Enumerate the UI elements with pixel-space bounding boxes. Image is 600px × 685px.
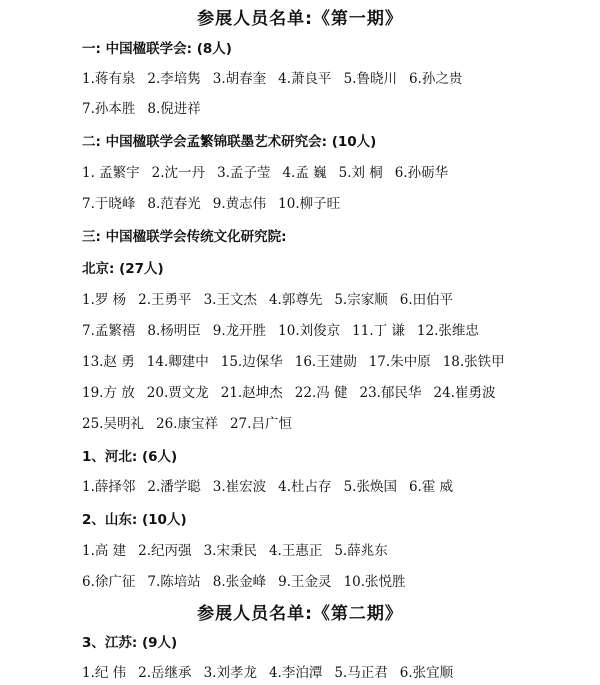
name-row — [82, 164, 592, 182]
person-name: 20.贾文龙 — [146, 385, 209, 401]
name-row — [82, 195, 592, 213]
person-name: 4.萧良平 — [278, 71, 332, 87]
person-name: 2.纪丙强 — [138, 543, 192, 559]
name-row — [82, 478, 592, 496]
person-name: 5.刘 桐 — [338, 165, 383, 181]
person-name: 4.王惠正 — [268, 543, 323, 559]
section-heading-culture-institute: 三: 中国楹联学会传统文化研究院: — [82, 229, 287, 245]
person-name: 3.刘孝龙 — [203, 665, 257, 681]
name-row — [82, 291, 592, 309]
person-name: 4.李泊潭 — [268, 665, 323, 681]
person-name: 3.宋秉民 — [203, 543, 257, 559]
section-heading-association: 一: 中国楹联学会: (8人) — [82, 41, 232, 57]
person-name: 23.郁民华 — [359, 385, 422, 401]
name-row — [82, 542, 592, 560]
person-name: 15.边保华 — [220, 354, 283, 370]
person-name: 4.杜占存 — [278, 479, 332, 495]
person-name: 1. 孟繁宇 — [82, 165, 140, 181]
region-heading-hebei: 1、河北: (6人) — [82, 449, 178, 465]
person-name: 2.李培隽 — [147, 71, 201, 87]
name-row — [82, 70, 592, 88]
name-row — [82, 664, 592, 682]
person-name: 3.胡春奎 — [212, 71, 267, 87]
name-row — [82, 100, 592, 118]
person-name: 12.张维忠 — [416, 323, 479, 339]
person-name: 2.潘学聪 — [147, 479, 201, 495]
person-name: 18.张铁甲 — [442, 354, 505, 370]
person-name: 13.赵 勇 — [82, 354, 135, 370]
person-name: 9.黄志伟 — [212, 196, 267, 212]
person-name: 8.倪进祥 — [147, 101, 201, 117]
region-heading-beijing: 北京: (27人) — [82, 261, 164, 277]
name-row — [82, 384, 592, 402]
person-name: 8.杨明臣 — [147, 323, 201, 339]
person-name: 26.康宝祥 — [155, 416, 218, 432]
person-name: 1.高 建 — [82, 543, 127, 559]
person-name: 6.孙砺华 — [394, 165, 449, 181]
person-name: 7.陈培站 — [147, 574, 201, 590]
name-row — [82, 353, 592, 371]
person-name: 9.龙开胜 — [212, 323, 267, 339]
person-name: 9.王金灵 — [278, 574, 332, 590]
person-name: 24.崔勇波 — [433, 385, 496, 401]
person-name: 17.朱中原 — [368, 354, 431, 370]
person-name: 5.马正君 — [334, 665, 388, 681]
person-name: 7.孟繁禧 — [82, 323, 136, 339]
person-name: 3.崔宏波 — [212, 479, 267, 495]
person-name: 5.薛兆东 — [334, 543, 388, 559]
person-name: 3.孟子莹 — [217, 165, 271, 181]
person-name: 6.张宜顺 — [399, 665, 454, 681]
person-name: 27.吕广恒 — [229, 416, 292, 432]
person-name: 6.孙之贵 — [408, 71, 463, 87]
page-title-phase-2: 参展人员名单:《第二期》 — [197, 604, 403, 624]
person-name: 11.丁 谦 — [352, 323, 405, 339]
person-name: 2.沈一丹 — [151, 165, 206, 181]
person-name: 6.霍 威 — [408, 479, 454, 495]
person-name: 6.田伯平 — [399, 292, 454, 308]
section-heading-meng-fanjin-society: 二: 中国楹联学会孟繁锦联墨艺术研究会: (10人) — [82, 134, 377, 150]
person-name: 25.吴明礼 — [82, 416, 144, 432]
person-name: 5.张焕国 — [343, 479, 397, 495]
person-name: 4.孟 巍 — [282, 165, 327, 181]
person-name: 10.刘俊京 — [278, 323, 341, 339]
person-name: 21.赵坤杰 — [220, 385, 283, 401]
person-name: 5.宗家顺 — [334, 292, 388, 308]
person-name: 2.岳继承 — [138, 665, 192, 681]
person-name: 7.孙本胜 — [82, 101, 136, 117]
person-name: 1.蒋有泉 — [82, 71, 136, 87]
region-heading-shandong: 2、山东: (10人) — [82, 512, 187, 528]
person-name: 1.薛择邻 — [82, 479, 136, 495]
person-name: 1.罗 杨 — [82, 292, 127, 308]
person-name: 1.纪 伟 — [82, 665, 127, 681]
person-name: 4.郭尊先 — [268, 292, 323, 308]
name-row — [82, 573, 592, 591]
person-name: 8.张金峰 — [212, 574, 267, 590]
region-heading-jiangsu: 3、江苏: (9人) — [82, 635, 178, 651]
person-name: 2.王勇平 — [138, 292, 192, 308]
person-name: 6.徐广征 — [82, 574, 136, 590]
person-name: 3.王文杰 — [203, 292, 257, 308]
person-name: 10.张悦胜 — [343, 574, 406, 590]
name-row — [82, 415, 592, 433]
page-title-phase-1: 参展人员名单:《第一期》 — [197, 9, 403, 29]
person-name: 7.于晓峰 — [82, 196, 136, 212]
name-row — [82, 322, 592, 340]
person-name: 5.鲁晓川 — [343, 71, 397, 87]
person-name: 14.卿建中 — [146, 354, 209, 370]
person-name: 16.王建勋 — [294, 354, 357, 370]
person-name: 19.方 放 — [82, 385, 135, 401]
person-name: 8.范春光 — [147, 196, 201, 212]
person-name: 10.柳子旺 — [278, 196, 341, 212]
person-name: 22.冯 健 — [294, 385, 348, 401]
